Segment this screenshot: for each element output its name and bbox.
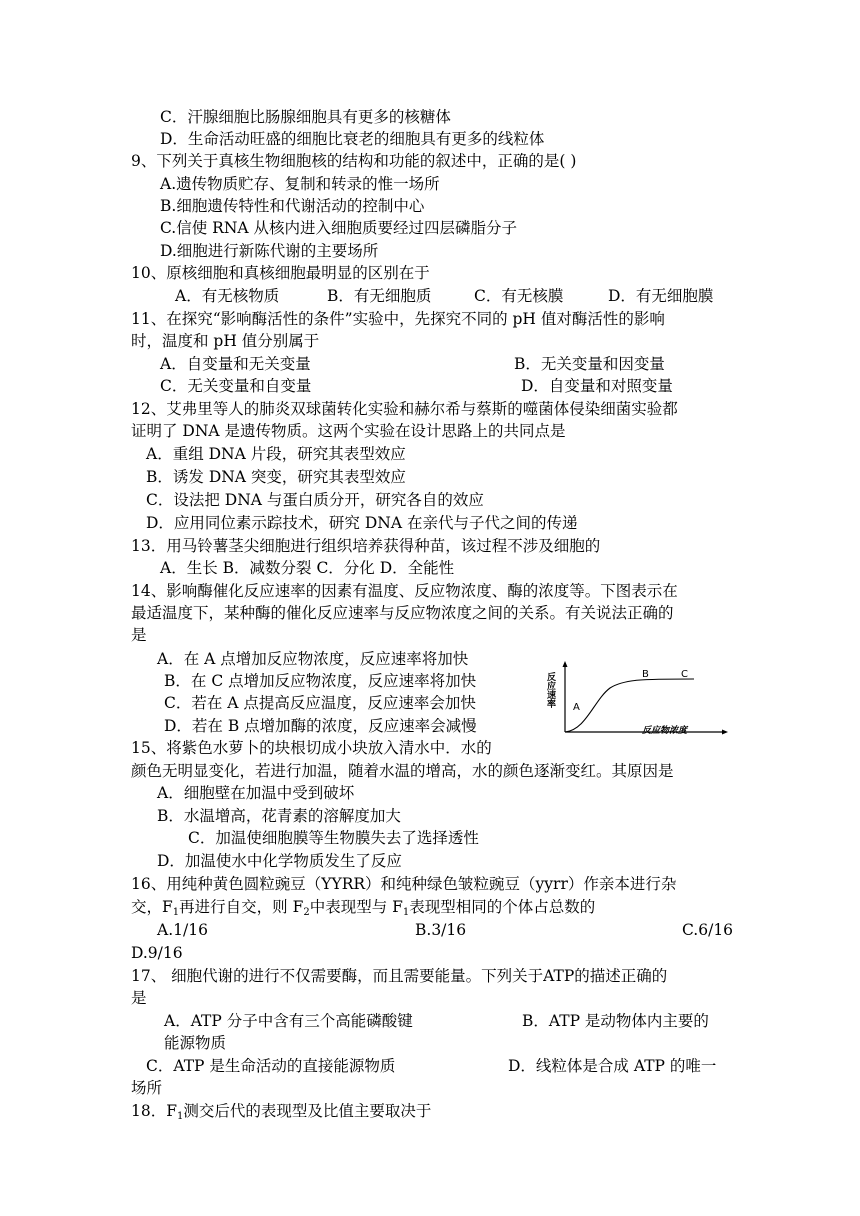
q14-option-b: B．在 C 点增加反应物浓度，反应速率将加快 [164, 672, 477, 690]
subscript: 1 [176, 1111, 184, 1122]
subscript: 2 [303, 907, 310, 918]
point-a-label: A [573, 702, 580, 713]
q18-text-1: 18．F [131, 1102, 177, 1120]
q11-stem: 11、在探究“影响酶活性的条件”实验中，先探究不同的 pH 值对酶活性的影响 [131, 310, 665, 328]
q11-option-d: D．自变量和对照变量 [521, 377, 673, 395]
q16-option-d: D.9/16 [131, 944, 183, 962]
q17-option-c: C．ATP 是生命活动的直接能源物质 [146, 1057, 396, 1075]
y-axis-label: 反应速率 [545, 672, 555, 708]
q16-text-2: 再进行自交，则 F [179, 898, 304, 916]
q14-option-a: A．在 A 点增加反应物浓度，反应速率将加快 [157, 650, 469, 668]
point-c-label: C [681, 669, 688, 680]
q16-text-1: 交，F [131, 898, 173, 916]
q12-stem-cont: 证明了 DNA 是遗传物质。这两个实验在设计思路上的共同点是 [131, 422, 566, 440]
point-b-label: B [642, 669, 649, 680]
q15-stem: 15、将紫色水萝卜的块根切成小块放入清水中．水的 [131, 739, 492, 757]
q12-option-b: B．诱发 DNA 突变，研究其表型效应 [146, 468, 406, 486]
q14-option-d: D．若在 B 点增加酶的浓度，反应速率会减慢 [164, 717, 477, 735]
q15-option-b: B．水温增高，花青素的溶解度加大 [157, 807, 401, 825]
q15-option-a: A．细胞壁在加温中受到破坏 [157, 784, 355, 802]
q9-stem: 9、下列关于真核生物细胞核的结构和功能的叙述中，正确的是( ) [131, 152, 577, 170]
q10-option-b: B．有无细胞质 [327, 287, 432, 305]
q8-option-d: D．生命活动旺盛的细胞比衰老的细胞具有更多的线粒体 [160, 130, 545, 148]
q12-stem: 12、艾弗里等人的肺炎双球菌转化实验和赫尔希与蔡斯的噬菌体侵染细菌实验都 [131, 400, 678, 418]
q16-option-a: A.1/16 [157, 921, 208, 939]
q9-option-a: A.遗传物质贮存、复制和转录的惟一场所 [160, 175, 440, 193]
q14-stem: 14、影响酶催化反应速率的因素有温度、反应物浓度、酶的浓度等。下图表示在 [131, 582, 678, 600]
q15-stem-cont: 颜色无明显变化，若进行加温，随着水温的增高，水的颜色逐渐变红。其原因是 [131, 762, 674, 780]
q10-option-c: C．有无核膜 [474, 287, 564, 305]
q16-text-4: 表现型相同的个体占总数的 [409, 898, 596, 916]
q17-stem-end: 是 [131, 989, 147, 1007]
q18-stem [131, 1100, 431, 1128]
rate-curve [565, 679, 694, 732]
q11-stem-cont: 时，温度和 pH 值分别属于 [131, 332, 320, 350]
q17-option-b: B．ATP 是动物体内主要的 [522, 1012, 709, 1030]
q11-option-b: B．无关变量和因变量 [514, 355, 665, 373]
q14-stem-cont: 最适温度下，某种酶的催化反应速率与反应物浓度之间的关系。有关说法正确的 [131, 604, 674, 622]
q17-option-b-cont: 能源物质 [164, 1034, 227, 1052]
subscript: 1 [402, 907, 410, 918]
q17-stem: 17、 细胞代谢的进行不仅需要酶，而且需要能量。下列关于ATP的描述正确的 [131, 967, 668, 985]
q9-option-d: D.细胞进行新陈代谢的主要场所 [160, 242, 379, 260]
q12-option-c: C．设法把 DNA 与蛋白质分开，研究各自的效应 [146, 491, 484, 509]
reaction-rate-graph [544, 660, 730, 740]
q13-options: A．生长 B．减数分裂 C．分化 D．全能性 [160, 559, 455, 577]
q15-option-d: D．加温使水中化学物质发生了反应 [157, 852, 402, 870]
q16-text-3: 中表现型与 F [309, 898, 403, 916]
x-axis-arrow [722, 730, 728, 735]
q17-option-d-cont: 场所 [131, 1079, 163, 1097]
q14-option-c: C．若在 A 点提高反应温度，反应速率会加快 [164, 694, 476, 712]
q14-stem-end: 是 [131, 626, 147, 644]
q11-option-c: C．无关变量和自变量 [160, 377, 312, 395]
q12-option-a: A．重组 DNA 片段，研究其表型效应 [146, 445, 406, 463]
q16-option-c: C.6/16 [682, 921, 734, 939]
q11-option-a: A．自变量和无关变量 [160, 355, 311, 373]
q16-option-b: B.3/16 [415, 921, 467, 939]
q10-option-d: D．有无细胞膜 [608, 287, 714, 305]
q13-stem: 13．用马铃薯茎尖细胞进行组织培养获得种苗，该过程不涉及细胞的 [131, 537, 601, 555]
q10-option-a: A．有无核物质 [175, 287, 280, 305]
x-axis-label: 反应物浓度 [642, 726, 688, 736]
q17-option-d: D．线粒体是合成 ATP 的唯一 [508, 1057, 717, 1075]
subscript: 1 [172, 907, 180, 918]
q9-option-c: C.信使 RNA 从核内进入细胞质要经过四层磷脂分子 [160, 219, 518, 237]
y-axis-arrow [563, 661, 568, 667]
q9-option-b: B.细胞遗传特性和代谢活动的控制中心 [160, 197, 425, 215]
q18-text-2: 测交后代的表现型及比值主要取决于 [183, 1102, 432, 1120]
q16-stem: 16、用纯种黄色圆粒豌豆（YYRR）和纯种绿色皱粒豌豆（yyrr）作亲本进行杂 [131, 875, 677, 893]
q12-option-d: D．应用同位素示踪技术，研究 DNA 在亲代与子代之间的传递 [146, 514, 578, 532]
q15-option-c: C．加温使细胞膜等生物膜失去了选择透性 [188, 829, 479, 847]
q10-stem: 10、原核细胞和真核细胞最明显的区别在于 [131, 264, 430, 282]
q8-option-c: C．汗腺细胞比肠腺细胞具有更多的核糖体 [160, 108, 451, 126]
q17-option-a: A．ATP 分子中含有三个高能磷酸键 [164, 1012, 413, 1030]
